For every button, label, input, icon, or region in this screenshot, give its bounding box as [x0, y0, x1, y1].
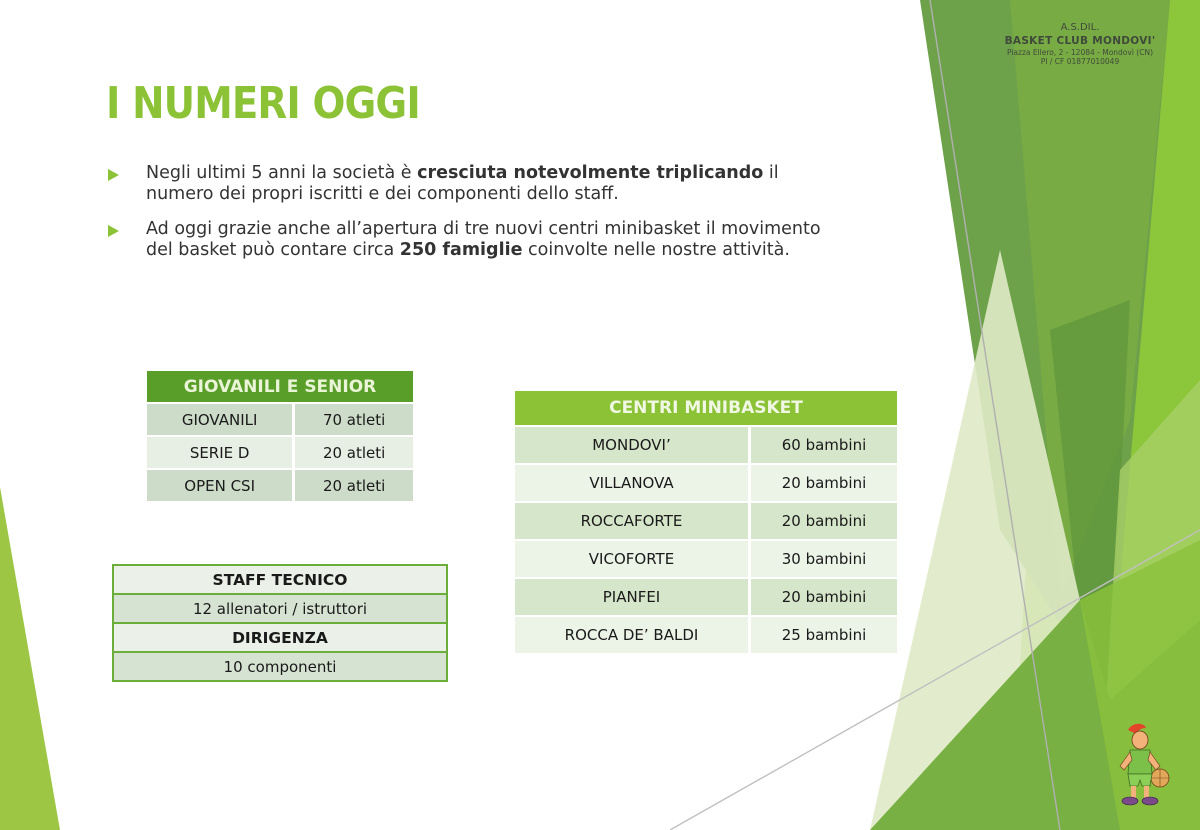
bullet-text-post: coinvolte nelle nostre attività.	[522, 240, 790, 260]
dirigenza-header: DIRIGENZA	[114, 624, 446, 653]
bullet-item	[106, 163, 846, 205]
basketball-mascot-icon	[1114, 722, 1176, 808]
row-label: VILLANOVA	[515, 465, 751, 501]
org-type: A.S.DIL.	[1060, 22, 1100, 33]
table-header: CENTRI MINIBASKET	[515, 391, 897, 425]
triangle-bullet-icon	[108, 169, 119, 181]
table-row	[147, 470, 413, 501]
table-row	[114, 624, 446, 653]
row-label: ROCCAFORTE	[515, 503, 751, 539]
row-value: 60 bambini	[751, 427, 897, 463]
bullet-item	[106, 219, 846, 261]
table-row	[515, 579, 897, 615]
bullet-text-pre: Negli ultimi 5 anni la società è	[146, 163, 418, 183]
row-label: GIOVANILI	[147, 404, 295, 435]
staff-tecnico-header: STAFF TECNICO	[114, 566, 446, 595]
row-label: SERIE D	[147, 437, 295, 468]
row-value: 20 bambini	[751, 503, 897, 539]
org-address: Piazza Ellero, 2 - 12084 - Mondovì (CN)	[1006, 47, 1154, 57]
org-tax-id: PI / CF 01877010049	[1040, 57, 1120, 66]
staff-table	[112, 564, 448, 682]
row-value: 20 atleti	[295, 470, 413, 501]
bullet-text-post: il numero dei propri iscritti e dei componenti dello staff.	[146, 163, 779, 204]
bullet-text-bold: cresciuta notevolmente triplicando	[417, 163, 764, 183]
row-value: 20 bambini	[751, 465, 897, 501]
table-row	[515, 465, 897, 501]
table-row	[147, 437, 413, 468]
dirigenza-value: 10 componenti	[114, 653, 446, 680]
triangle-bullet-icon	[108, 225, 119, 237]
bullet-text-pre: Ad oggi grazie anche all’apertura di tre nuovi centri minibasket il movimento del basket può contare circa	[146, 219, 821, 260]
row-value: 70 atleti	[295, 404, 413, 435]
bullet-text-bold: 250 famiglie	[399, 240, 523, 260]
org-name: BASKET CLUB MONDOVI'	[1004, 34, 1156, 47]
table-row	[114, 653, 446, 680]
table-row	[114, 595, 446, 624]
row-value: 30 bambini	[751, 541, 897, 577]
bullet-list	[106, 163, 846, 275]
row-label: MONDOVI’	[515, 427, 751, 463]
row-value: 25 bambini	[751, 617, 897, 653]
table-row	[515, 541, 897, 577]
row-value: 20 bambini	[751, 579, 897, 615]
table-row	[515, 503, 897, 539]
giovanili-senior-table	[147, 369, 413, 503]
row-value: 20 atleti	[295, 437, 413, 468]
table-row	[147, 404, 413, 435]
row-label: PIANFEI	[515, 579, 751, 615]
row-label: ROCCA DE’ BALDI	[515, 617, 751, 653]
organization-header	[990, 22, 1170, 66]
table-header: GIOVANILI E SENIOR	[147, 371, 413, 402]
staff-tecnico-value: 12 allenatori / istruttori	[114, 595, 446, 624]
centri-minibasket-table	[515, 389, 897, 655]
page-title: I NUMERI OGGI	[106, 78, 420, 129]
table-row	[114, 566, 446, 595]
table-row	[515, 617, 897, 653]
row-label: OPEN CSI	[147, 470, 295, 501]
table-row	[515, 427, 897, 463]
row-label: VICOFORTE	[515, 541, 751, 577]
